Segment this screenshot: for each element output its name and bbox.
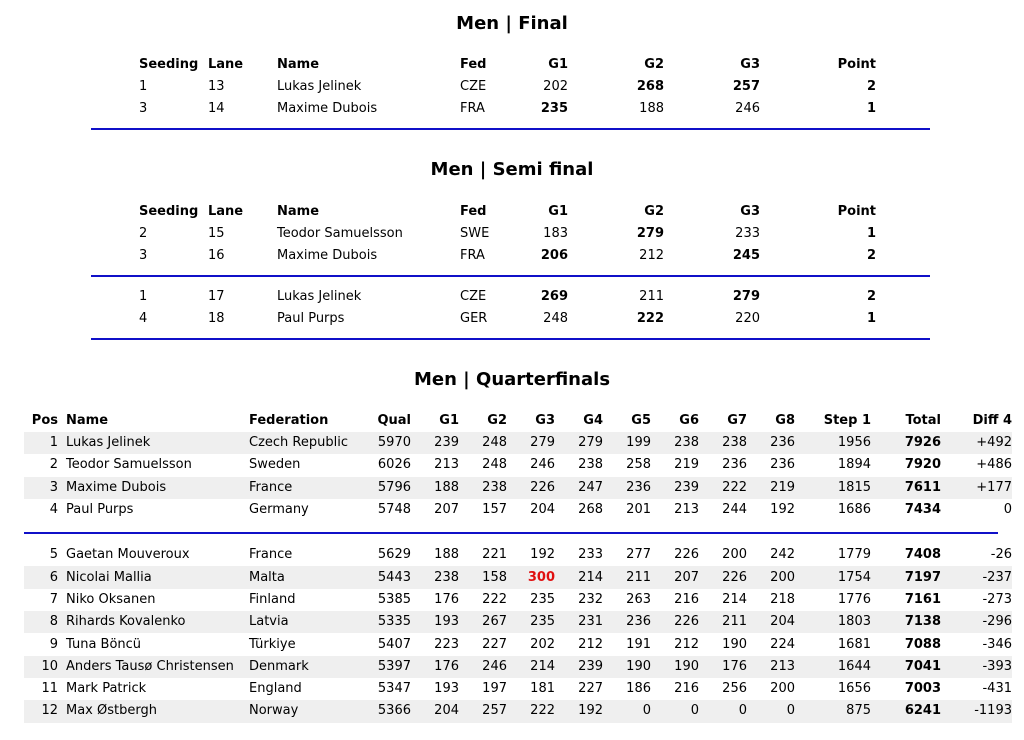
game-cell: 200: [770, 681, 795, 697]
step1-cell: 1803: [795, 611, 871, 633]
game-cell: 207: [434, 502, 459, 518]
name-cell: Teodor Samuelsson: [66, 457, 192, 473]
g3-cell: 257: [732, 79, 760, 94]
game-cell: 222: [482, 591, 507, 607]
federation-cell: Sweden: [249, 457, 301, 473]
total-cell: 7920: [904, 457, 941, 473]
game-cell: 256: [722, 681, 747, 697]
diff-cell: -431: [982, 681, 1012, 697]
game-cell: 193: [411, 611, 459, 633]
federation-cell: France: [249, 477, 367, 499]
federation-cell: Czech Republic: [249, 432, 367, 454]
header-g6: G6: [679, 413, 699, 428]
g2-cell: 279: [636, 226, 664, 241]
header-g1: G1: [548, 204, 568, 219]
qual-cell: 5347: [377, 681, 411, 697]
game-cell: 222: [507, 700, 555, 722]
pos-cell: 10: [24, 656, 66, 678]
pos-cell: 8: [24, 611, 66, 633]
game-cell: 279: [507, 432, 555, 454]
semi-divider-1: [91, 275, 930, 277]
game-cell: 231: [555, 611, 603, 633]
header-g2: G2: [487, 413, 507, 428]
seeding-cell: 1: [139, 79, 148, 94]
name-cell: Max Østbergh: [66, 700, 249, 722]
point-cell: 1: [866, 101, 876, 116]
total-cell: 7161: [904, 591, 941, 607]
name-cell: Paul Purps: [277, 311, 345, 326]
name-cell: Mark Patrick: [66, 681, 147, 697]
game-cell: 176: [699, 656, 747, 678]
game-cell: 263: [626, 591, 651, 607]
table-row: [24, 566, 1012, 588]
game-cell: 236: [603, 611, 651, 633]
g1-cell: 206: [540, 248, 568, 263]
total-cell: 7408: [904, 547, 941, 563]
game-cell: 190: [651, 656, 699, 678]
point-cell: 2: [866, 248, 876, 263]
game-cell: 226: [699, 566, 747, 588]
game-cell: 191: [626, 636, 651, 652]
game-cell: 188: [411, 477, 459, 499]
name-cell: Paul Purps: [66, 502, 134, 518]
pos-cell: 9: [49, 636, 58, 652]
step1-cell: 1815: [795, 477, 871, 499]
table-row: [24, 454, 1012, 476]
header-g3: G3: [740, 204, 760, 219]
table-row: [24, 477, 1012, 499]
header-point: Point: [837, 204, 876, 219]
game-cell: 214: [555, 566, 603, 588]
semi-divider-2: [91, 338, 930, 340]
game-cell: 212: [674, 636, 699, 652]
name-cell: Nicolai Mallia: [66, 566, 249, 588]
step1-cell: 1656: [837, 681, 871, 697]
qual-cell: 5748: [377, 502, 411, 518]
table-row: [24, 633, 1012, 655]
diff-cell: -296: [941, 611, 1012, 633]
game-cell: 204: [530, 502, 555, 518]
game-cell: 216: [674, 681, 699, 697]
game-cell: 190: [603, 656, 651, 678]
name-cell: Gaetan Mouveroux: [66, 547, 190, 563]
point-cell: 1: [866, 226, 876, 241]
pos-cell: 7: [49, 591, 58, 607]
fed-cell: SWE: [460, 226, 490, 241]
name-cell: Niko Oksanen: [66, 591, 156, 607]
step1-cell: 1779: [837, 547, 871, 563]
table-row: [137, 286, 876, 308]
header-g7: G7: [727, 413, 747, 428]
header-qual: Qual: [377, 413, 411, 428]
quarter-header-row: [24, 410, 1012, 432]
game-cell: 246: [530, 457, 555, 473]
game-cell: 222: [699, 477, 747, 499]
game-cell: 238: [411, 566, 459, 588]
game-cell: 211: [603, 566, 651, 588]
game-cell: 223: [434, 636, 459, 652]
table-row: [24, 700, 1012, 722]
game-cell: 201: [626, 502, 651, 518]
game-cell: 192: [555, 700, 603, 722]
pos-cell: 4: [49, 502, 58, 518]
game-cell: 279: [555, 432, 603, 454]
diff-cell: 0: [1003, 502, 1012, 518]
name-cell: Rihards Kovalenko: [66, 611, 249, 633]
header-g3: G3: [535, 413, 555, 428]
step1-cell: 1686: [837, 502, 871, 518]
point-cell: 2: [866, 289, 876, 304]
final-table: [137, 54, 876, 120]
game-cell: 238: [699, 432, 747, 454]
game-cell: 193: [434, 681, 459, 697]
diff-cell: -237: [941, 566, 1012, 588]
lane-cell: 16: [208, 248, 225, 263]
game-cell: 197: [482, 681, 507, 697]
header-g3: G3: [740, 57, 760, 72]
semi-title: Men | Semi final: [430, 159, 594, 180]
g2-cell: 211: [639, 289, 664, 304]
game-cell: 0: [603, 700, 651, 722]
header-g1: G1: [439, 413, 459, 428]
pos-cell: 2: [49, 457, 58, 473]
qual-cell: 5335: [367, 611, 411, 633]
g2-cell: 222: [636, 311, 664, 326]
semi-table-1: [137, 201, 876, 267]
g2-cell: 188: [639, 101, 664, 116]
game-cell: 204: [411, 700, 459, 722]
g1-cell: 202: [543, 79, 568, 94]
name-cell: Maxime Dubois: [277, 101, 378, 116]
table-row: [24, 678, 1012, 700]
pos-cell: 6: [24, 566, 66, 588]
game-cell: 0: [699, 700, 747, 722]
g3-cell: 246: [735, 101, 760, 116]
qual-cell: 5629: [377, 547, 411, 563]
federation-cell: Norway: [249, 700, 367, 722]
header-g2: G2: [644, 57, 664, 72]
game-cell: 226: [674, 547, 699, 563]
game-cell: 238: [651, 432, 699, 454]
fed-cell: CZE: [460, 289, 487, 304]
game-cell: 277: [626, 547, 651, 563]
g3-cell: 220: [735, 311, 760, 326]
federation-cell: Malta: [249, 566, 367, 588]
header-name: Name: [66, 413, 109, 428]
header-step1: Step 1: [823, 413, 871, 428]
game-cell: 186: [626, 681, 651, 697]
g2-cell: 212: [639, 248, 664, 263]
table-row: [24, 611, 1012, 633]
game-cell: 238: [459, 477, 507, 499]
game-cell: 192: [770, 502, 795, 518]
name-cell: Lukas Jelinek: [277, 289, 362, 304]
game-cell: 235: [507, 611, 555, 633]
total-cell: 7088: [904, 636, 941, 652]
g1-cell: 235: [540, 101, 568, 116]
table-row: [24, 589, 1012, 611]
game-cell: 214: [722, 591, 747, 607]
federation-cell: Finland: [249, 591, 296, 607]
game-cell: 248: [482, 457, 507, 473]
header-point: Point: [837, 57, 876, 72]
qual-cell: 6026: [377, 457, 411, 473]
lane-cell: 18: [208, 311, 225, 326]
game-cell: 239: [555, 656, 603, 678]
lane-cell: 14: [208, 101, 225, 116]
header-g2: G2: [644, 204, 664, 219]
game-cell: 176: [434, 591, 459, 607]
game-cell: 239: [411, 432, 459, 454]
step1-cell: 1644: [795, 656, 871, 678]
game-cell: 236: [747, 432, 795, 454]
header-lane: Lane: [208, 57, 244, 72]
game-cell: 226: [507, 477, 555, 499]
header-total: Total: [905, 413, 941, 428]
quarter-table: [24, 410, 1012, 723]
game-cell: 232: [578, 591, 603, 607]
total-cell: 7003: [904, 681, 941, 697]
table-row: [24, 499, 1012, 521]
final-header-row: [137, 54, 876, 76]
step1-cell: 1956: [795, 432, 871, 454]
semi-header-row: [137, 201, 876, 223]
point-cell: 1: [866, 311, 876, 326]
total-cell: 6241: [871, 700, 941, 722]
federation-cell: Latvia: [249, 611, 367, 633]
game-cell: 216: [674, 591, 699, 607]
table-row: [137, 245, 876, 267]
pos-cell: 12: [24, 700, 66, 722]
game-cell: 227: [578, 681, 603, 697]
g1-cell: 269: [540, 289, 568, 304]
pos-cell: 5: [49, 547, 58, 563]
header-pos: Pos: [31, 413, 58, 428]
game-cell: 207: [651, 566, 699, 588]
g3-cell: 279: [732, 289, 760, 304]
total-cell: 7434: [904, 502, 941, 518]
header-g4: G4: [583, 413, 603, 428]
header-lane: Lane: [208, 204, 244, 219]
header-fed: Fed: [460, 204, 487, 219]
seeding-cell: 4: [139, 311, 148, 326]
qual-cell: 5796: [367, 477, 411, 499]
game-cell: 176: [411, 656, 459, 678]
diff-cell: +492: [941, 432, 1012, 454]
pos-cell: 1: [24, 432, 66, 454]
game-cell: 242: [770, 547, 795, 563]
game-cell: 239: [651, 477, 699, 499]
game-cell: 233: [578, 547, 603, 563]
game-cell: 0: [651, 700, 699, 722]
game-cell: 248: [459, 432, 507, 454]
game-cell: 213: [747, 656, 795, 678]
federation-cell: Türkiye: [249, 636, 296, 652]
name-cell: Anders Tausø Christensen: [66, 656, 249, 678]
seeding-cell: 3: [139, 248, 148, 263]
game-cell: 221: [482, 547, 507, 563]
lane-cell: 15: [208, 226, 225, 241]
game-cell: 236: [603, 477, 651, 499]
game-cell: 211: [699, 611, 747, 633]
game-cell: 238: [578, 457, 603, 473]
header-name: Name: [277, 204, 320, 219]
header-fed: Fed: [460, 57, 487, 72]
name-cell: Maxime Dubois: [66, 477, 249, 499]
game-cell: 213: [674, 502, 699, 518]
game-cell: 188: [434, 547, 459, 563]
diff-cell: +177: [941, 477, 1012, 499]
header-federation: Federation: [249, 413, 329, 428]
game-cell: 236: [722, 457, 747, 473]
game-cell: 236: [770, 457, 795, 473]
g1-cell: 248: [543, 311, 568, 326]
step1-cell: 1776: [837, 591, 871, 607]
game-cell: 199: [603, 432, 651, 454]
quarter-divider: [24, 532, 998, 534]
federation-cell: Germany: [249, 502, 309, 518]
header-g1: G1: [548, 57, 568, 72]
game-cell: 213: [434, 457, 459, 473]
name-cell: Lukas Jelinek: [277, 79, 362, 94]
table-row: [137, 223, 876, 245]
name-cell: Maxime Dubois: [277, 248, 378, 263]
quarter-table-body: [24, 432, 1012, 723]
qual-cell: 5407: [377, 636, 411, 652]
lane-cell: 17: [208, 289, 225, 304]
diff-cell: -1193: [941, 700, 1012, 722]
pos-cell: 11: [41, 681, 58, 697]
fed-cell: FRA: [460, 248, 485, 263]
qual-cell: 5443: [367, 566, 411, 588]
game-cell: 214: [507, 656, 555, 678]
g3-cell: 233: [735, 226, 760, 241]
fed-cell: CZE: [460, 79, 487, 94]
game-cell: 204: [747, 611, 795, 633]
point-cell: 2: [866, 79, 876, 94]
game-cell: 0: [747, 700, 795, 722]
seeding-cell: 3: [139, 101, 148, 116]
game-cell: 226: [651, 611, 699, 633]
lane-cell: 13: [208, 79, 225, 94]
qual-cell: 5397: [367, 656, 411, 678]
step1-cell: 1894: [837, 457, 871, 473]
final-title: Men | Final: [456, 13, 568, 34]
fed-cell: FRA: [460, 101, 485, 116]
total-cell: 7138: [871, 611, 941, 633]
diff-cell: -393: [941, 656, 1012, 678]
game-cell: 190: [722, 636, 747, 652]
step1-cell: 1681: [837, 636, 871, 652]
pos-cell: 3: [24, 477, 66, 499]
semi-table-2: [137, 286, 876, 330]
game-cell: 227: [482, 636, 507, 652]
g2-cell: 268: [636, 79, 664, 94]
game-cell: 219: [747, 477, 795, 499]
table-row: [24, 544, 1012, 566]
total-cell: 7611: [871, 477, 941, 499]
game-cell: 268: [578, 502, 603, 518]
federation-cell: France: [249, 547, 293, 563]
game-cell: 212: [578, 636, 603, 652]
game-cell: 181: [530, 681, 555, 697]
total-cell: 7041: [871, 656, 941, 678]
final-divider: [91, 128, 930, 130]
header-seeding: Seeding: [139, 204, 199, 219]
header-g8: G8: [775, 413, 795, 428]
total-cell: 7197: [871, 566, 941, 588]
diff-cell: -273: [982, 591, 1012, 607]
game-cell: 200: [747, 566, 795, 588]
fed-cell: GER: [460, 311, 488, 326]
game-cell: 258: [626, 457, 651, 473]
header-seeding: Seeding: [139, 57, 199, 72]
game-cell: 235: [530, 591, 555, 607]
federation-cell: England: [249, 681, 302, 697]
step1-cell: 1754: [795, 566, 871, 588]
g1-cell: 183: [543, 226, 568, 241]
game-cell: 192: [530, 547, 555, 563]
game-cell: 219: [674, 457, 699, 473]
diff-cell: -346: [982, 636, 1012, 652]
game-cell: 244: [722, 502, 747, 518]
seeding-cell: 1: [139, 289, 148, 304]
game-cell: 300: [507, 566, 555, 588]
game-cell: 224: [770, 636, 795, 652]
header-name: Name: [277, 57, 320, 72]
federation-cell: Denmark: [249, 656, 367, 678]
qual-cell: 5970: [367, 432, 411, 454]
diff-cell: +486: [976, 457, 1012, 473]
table-row: [137, 308, 876, 330]
game-cell: 247: [555, 477, 603, 499]
total-cell: 7926: [871, 432, 941, 454]
header-diff4: Diff 4: [972, 413, 1012, 428]
game-cell: 257: [459, 700, 507, 722]
diff-cell: -26: [990, 547, 1012, 563]
table-row: [24, 432, 1012, 454]
name-cell: Teodor Samuelsson: [277, 226, 403, 241]
step1-cell: 875: [795, 700, 871, 722]
game-cell: 246: [459, 656, 507, 678]
qual-cell: 5385: [377, 591, 411, 607]
game-cell: 157: [482, 502, 507, 518]
game-cell: 267: [459, 611, 507, 633]
table-row: [137, 98, 876, 120]
game-cell: 218: [770, 591, 795, 607]
quarter-title: Men | Quarterfinals: [413, 369, 611, 390]
game-cell: 202: [530, 636, 555, 652]
table-row: [137, 76, 876, 98]
seeding-cell: 2: [139, 226, 148, 241]
game-cell: 158: [459, 566, 507, 588]
header-g5: G5: [631, 413, 651, 428]
table-row: [24, 656, 1012, 678]
name-cell: Lukas Jelinek: [66, 432, 249, 454]
qual-cell: 5366: [367, 700, 411, 722]
g3-cell: 245: [732, 248, 760, 263]
name-cell: Tuna Böncü: [66, 636, 142, 652]
game-cell: 200: [722, 547, 747, 563]
